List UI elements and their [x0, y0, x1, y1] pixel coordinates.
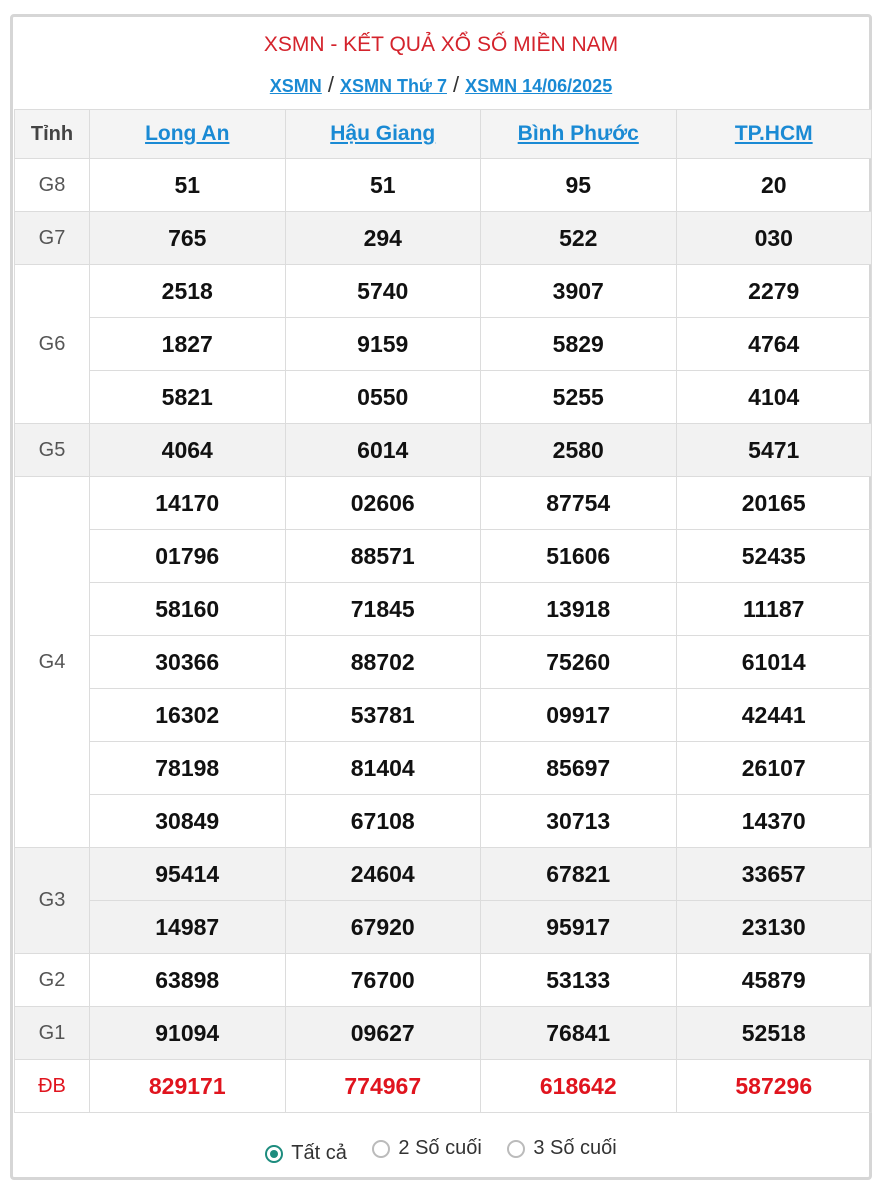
table-row [15, 424, 872, 477]
prize-number: 2518 [90, 265, 286, 318]
province-header [90, 110, 286, 159]
prize-number: 765 [90, 212, 286, 265]
prize-number: 20165 [676, 477, 872, 530]
table-row [15, 371, 872, 424]
table-row [15, 212, 872, 265]
prize-number: 1827 [90, 318, 286, 371]
province-link-hau-giang[interactable]: Hậu Giang [330, 122, 436, 145]
prize-number: 81404 [285, 742, 481, 795]
table-row [15, 530, 872, 583]
table-row [15, 1007, 872, 1060]
filter-option-2-digits[interactable] [372, 1137, 481, 1160]
table-row [15, 1060, 872, 1113]
prize-number: 14987 [90, 901, 286, 954]
province-header [481, 110, 677, 159]
breadcrumb-xsmn-thu7[interactable]: XSMN Thứ 7 [339, 76, 447, 96]
prize-number: 51606 [481, 530, 677, 583]
prize-number: 58160 [90, 583, 286, 636]
prize-number: 20 [676, 159, 872, 212]
prize-number: 67920 [285, 901, 481, 954]
prize-number: 5821 [90, 371, 286, 424]
prize-number: 30366 [90, 636, 286, 689]
filter-option-label: 3 Số cuối [533, 1137, 617, 1159]
radio-selected-icon[interactable] [265, 1145, 283, 1163]
prize-number: 52435 [676, 530, 872, 583]
prize-number: 76841 [481, 1007, 677, 1060]
page-title: XSMN - KẾT QUẢ XỔ SỐ MIỀN NAM [263, 33, 619, 56]
prize-label: G1 [15, 1007, 90, 1060]
table-header-row [15, 110, 872, 159]
prize-number: 09627 [285, 1007, 481, 1060]
prize-number: 4064 [90, 424, 286, 477]
table-row [15, 901, 872, 954]
prize-number: 75260 [481, 636, 677, 689]
prize-number: 02606 [285, 477, 481, 530]
table-row [15, 954, 872, 1007]
prize-label: G8 [15, 159, 90, 212]
prize-rows [15, 159, 872, 1113]
prize-number: 61014 [676, 636, 872, 689]
province-link-tphcm[interactable]: TP.HCM [734, 122, 813, 145]
prize-number: 2279 [676, 265, 872, 318]
filter-option-label: 2 Số cuối [398, 1137, 482, 1159]
prize-number: 67821 [481, 848, 677, 901]
prize-number: 4104 [676, 371, 872, 424]
prize-number: 23130 [676, 901, 872, 954]
prize-number: 26107 [676, 742, 872, 795]
prize-number: 24604 [285, 848, 481, 901]
prize-number: 95917 [481, 901, 677, 954]
radio-icon[interactable] [372, 1140, 390, 1158]
prize-number: 5829 [481, 318, 677, 371]
breadcrumb-xsmn[interactable]: XSMN [269, 76, 322, 96]
table-row [15, 742, 872, 795]
prize-number: 95 [481, 159, 677, 212]
province-header [285, 110, 481, 159]
prize-label: G3 [15, 848, 90, 954]
filter-option-3-digits[interactable] [507, 1137, 616, 1160]
prize-number: 9159 [285, 318, 481, 371]
province-header-label: Tỉnh [15, 110, 90, 159]
prize-number: 67108 [285, 795, 481, 848]
prize-number: 522 [481, 212, 677, 265]
prize-number: 14170 [90, 477, 286, 530]
results-panel [10, 14, 872, 1180]
prize-number: 71845 [285, 583, 481, 636]
prize-label: G2 [15, 954, 90, 1007]
prize-number: 91094 [90, 1007, 286, 1060]
prize-number: 30849 [90, 795, 286, 848]
prize-number: 030 [676, 212, 872, 265]
prize-number: 09917 [481, 689, 677, 742]
radio-icon[interactable] [507, 1140, 525, 1158]
prize-number: 95414 [90, 848, 286, 901]
prize-number: 5255 [481, 371, 677, 424]
prize-label: G4 [15, 477, 90, 848]
digit-filter [13, 1137, 869, 1165]
table-row [15, 636, 872, 689]
prize-number: 53781 [285, 689, 481, 742]
breadcrumb-separator: / [452, 72, 460, 97]
prize-label: ĐB [15, 1060, 90, 1113]
table-row [15, 848, 872, 901]
prize-number: 13918 [481, 583, 677, 636]
breadcrumb-separator: / [327, 72, 334, 97]
breadcrumb-xsmn-date[interactable]: XSMN 14/06/2025 [465, 76, 613, 96]
table-row [15, 583, 872, 636]
table-row [15, 689, 872, 742]
prize-number: 5740 [285, 265, 481, 318]
prize-number: 78198 [90, 742, 286, 795]
prize-number: 3907 [481, 265, 677, 318]
prize-label: G6 [15, 265, 90, 424]
prize-number: 33657 [676, 848, 872, 901]
prize-number: 294 [285, 212, 481, 265]
province-header [676, 110, 872, 159]
prize-number: 6014 [285, 424, 481, 477]
filter-option-label: Tất cả [291, 1142, 347, 1164]
prize-number: 85697 [481, 742, 677, 795]
prize-number: 5471 [676, 424, 872, 477]
prize-number: 0550 [285, 371, 481, 424]
prize-number: 52518 [676, 1007, 872, 1060]
table-row [15, 477, 872, 530]
prize-number: 51 [90, 159, 286, 212]
table-row [15, 318, 872, 371]
results-table [14, 109, 872, 1113]
prize-number: 618642 [481, 1060, 677, 1113]
table-row [15, 795, 872, 848]
prize-label: G7 [15, 212, 90, 265]
prize-number: 4764 [676, 318, 872, 371]
prize-number: 42441 [676, 689, 872, 742]
prize-number: 30713 [481, 795, 677, 848]
prize-number: 88571 [285, 530, 481, 583]
prize-number: 829171 [90, 1060, 286, 1113]
province-link-long-an[interactable]: Long An [145, 122, 230, 145]
table-row [15, 159, 872, 212]
prize-number: 01796 [90, 530, 286, 583]
prize-number: 76700 [285, 954, 481, 1007]
prize-number: 45879 [676, 954, 872, 1007]
prize-number: 63898 [90, 954, 286, 1007]
table-row [15, 265, 872, 318]
province-link-binh-phuoc[interactable]: Bình Phước [517, 122, 639, 145]
prize-number: 87754 [481, 477, 677, 530]
prize-label: G5 [15, 424, 90, 477]
prize-number: 88702 [285, 636, 481, 689]
breadcrumb [13, 72, 869, 98]
prize-number: 51 [285, 159, 481, 212]
prize-number: 53133 [481, 954, 677, 1007]
prize-number: 14370 [676, 795, 872, 848]
filter-option-all[interactable] [265, 1142, 347, 1165]
prize-number: 2580 [481, 424, 677, 477]
prize-number: 16302 [90, 689, 286, 742]
prize-number: 774967 [285, 1060, 481, 1113]
prize-number: 587296 [676, 1060, 872, 1113]
prize-number: 11187 [676, 583, 872, 636]
